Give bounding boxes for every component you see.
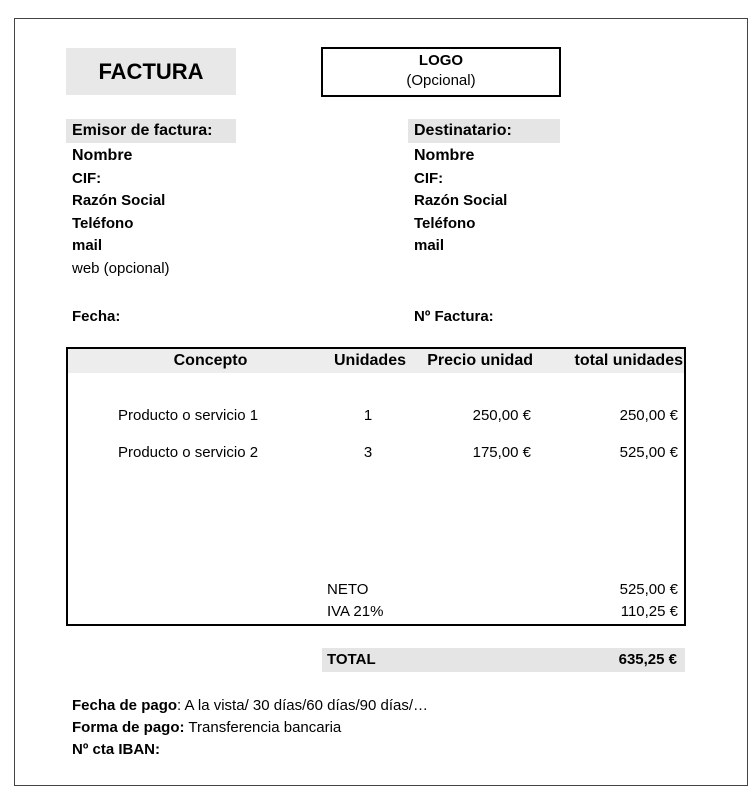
invoice-number-label: Nº Factura: <box>414 308 494 325</box>
logo-placeholder <box>321 47 561 97</box>
recipient-heading: Destinatario: <box>408 119 560 143</box>
row-2-total: 525,00 € <box>619 444 678 461</box>
total-value: 635,25 € <box>618 651 677 668</box>
vat-label: IVA 21% <box>327 603 384 620</box>
header-unit-price: Precio unidad <box>427 352 533 369</box>
issuer-details <box>72 145 170 280</box>
total-label: TOTAL <box>327 651 376 668</box>
row-1-units: 1 <box>363 407 373 424</box>
issuer-cif: CIF: <box>72 169 102 187</box>
date-label: Fecha: <box>72 308 121 325</box>
payment-method-label: Forma de pago: <box>72 719 185 736</box>
header-total: total unidades <box>574 352 683 369</box>
header-units: Unidades <box>333 352 406 369</box>
header-concept: Concepto <box>173 352 248 369</box>
issuer-mail: mail <box>72 237 103 254</box>
issuer-web: web (opcional) <box>72 259 170 277</box>
row-2-concept: Producto o servicio 2 <box>118 444 259 461</box>
issuer-name: Nombre <box>72 147 133 164</box>
iban-label: Nº cta IBAN: <box>72 741 160 758</box>
recipient-details <box>414 145 507 258</box>
recipient-cif: CIF: <box>414 169 444 187</box>
net-value: 525,00 € <box>619 581 678 598</box>
logo-title: LOGO <box>418 52 464 69</box>
issuer-phone: Teléfono <box>72 214 134 232</box>
items-table <box>66 347 686 626</box>
invoice-title: FACTURA <box>66 48 236 95</box>
payment-method-line <box>72 719 341 736</box>
payment-method-value: Transferencia bancaria <box>184 719 342 736</box>
issuer-company: Razón Social <box>72 192 166 209</box>
recipient-company: Razón Social <box>414 192 508 209</box>
recipient-phone: Teléfono <box>414 214 476 232</box>
payment-date-value: : A la vista/ 30 días/60 días/90 días/… <box>177 697 429 714</box>
row-2-unit-price: 175,00 € <box>472 444 531 461</box>
recipient-mail: mail <box>414 237 445 254</box>
vat-value: 110,25 € <box>620 603 678 620</box>
recipient-name: Nombre <box>414 147 475 164</box>
row-2-units: 3 <box>363 444 373 461</box>
issuer-heading: Emisor de factura: <box>66 119 236 143</box>
net-label: NETO <box>327 581 369 598</box>
payment-date-line <box>72 697 428 714</box>
logo-subtitle: (Opcional) <box>406 72 476 89</box>
payment-date-label: Fecha de pago <box>72 697 178 714</box>
row-1-total: 250,00 € <box>619 407 678 424</box>
row-1-unit-price: 250,00 € <box>472 407 531 424</box>
row-1-concept: Producto o servicio 1 <box>118 407 259 424</box>
